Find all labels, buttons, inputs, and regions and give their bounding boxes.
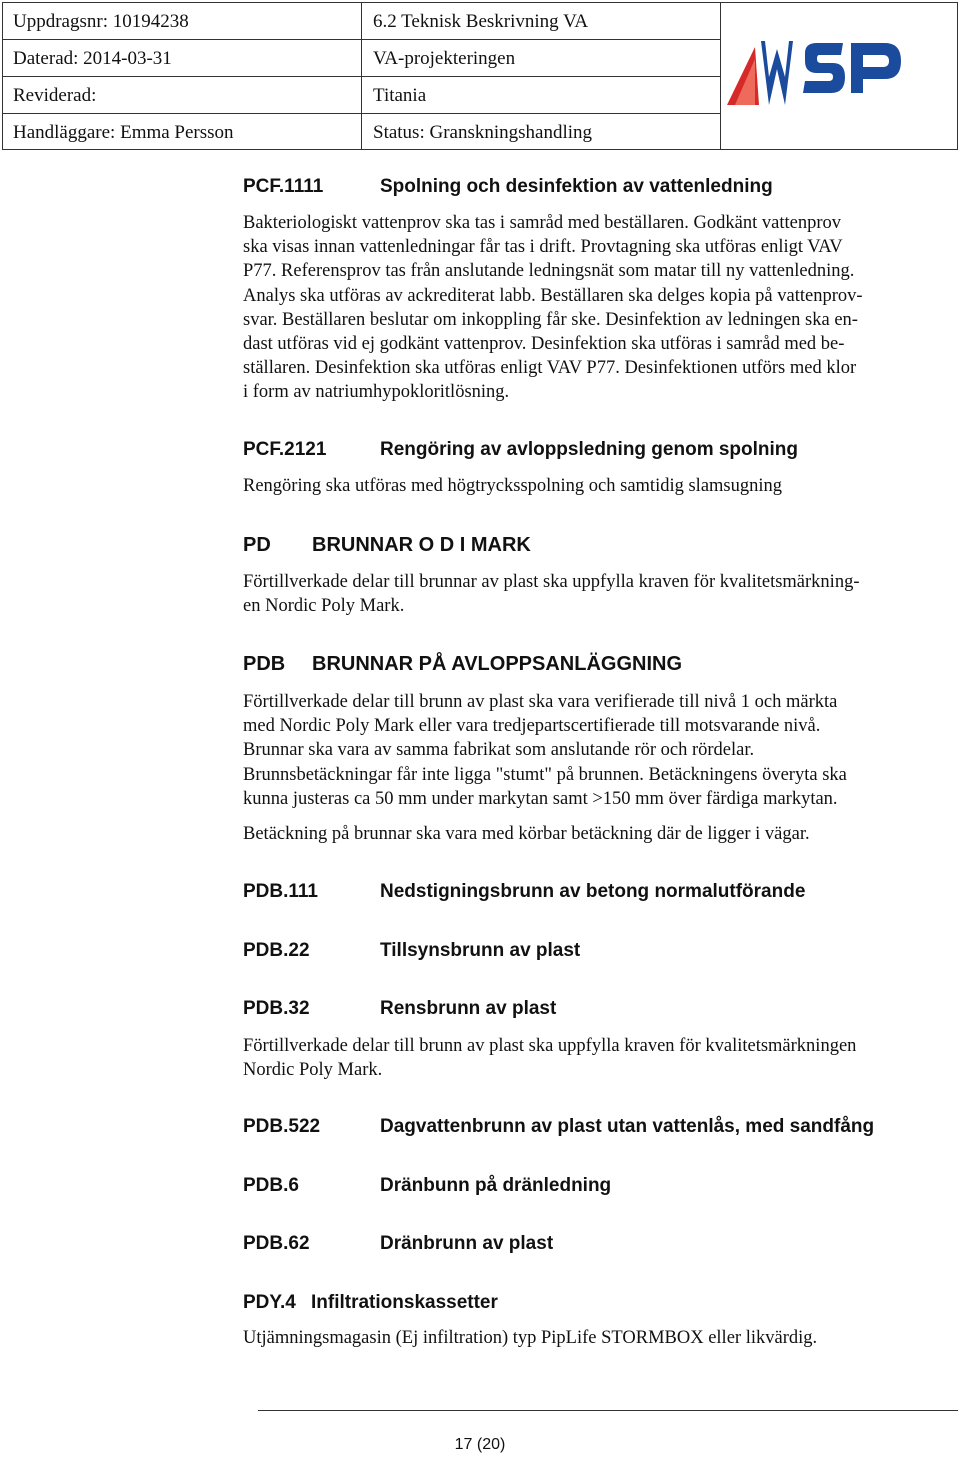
section-code: PDB.32: [243, 998, 310, 1019]
section-title: Dränbunn på dränledning: [380, 1175, 612, 1196]
handler: Handläggare: Emma Persson: [13, 122, 234, 143]
section-body: Bakteriologiskt vattenprov ska tas i samråd med beställaren. Godkänt vattenprov ska visas innan vattenledningar får tas i drift. Provtagning ska utföras enligt VAV P77. Referensprov tas från anslutande ledningsnät som matar till ny vattenledning. Analys ska utföras av ackrediterat labb. Beställaren ska delges kopia på vattenprov- svar. Beställaren beslutar om inkoppling får ske. Desinfektion av ledningen ska en- dast utföras vid ej godkänt vattenprov. Desinfektion ska utföras i samråd med be- ställaren. Desinfektion ska utföras enligt VAV P77. Desinfektionen utförs med klor i form av natriumhypokloritlösning.: [243, 213, 863, 403]
section-title: BRUNNAR O D I MARK: [312, 534, 531, 556]
section-code: PDB.111: [243, 881, 318, 902]
page-number: 17 (20): [454, 1436, 506, 1453]
project-name: VA-projekteringen: [373, 48, 516, 69]
header-row-line: [3, 39, 720, 40]
section-body-note: Betäckning på brunnar ska vara med körbar betäckning där de ligger i vägar.: [243, 824, 810, 844]
section-title: Rengöring av avloppsledning genom spolning: [380, 439, 799, 460]
header-divider: [720, 3, 721, 149]
section-body: Rengöring ska utföras med högtrycksspolning och samtidig slamsugning: [243, 476, 783, 496]
section-title: Infiltrationskassetter: [311, 1292, 498, 1313]
section-code: PDY.4: [243, 1292, 296, 1313]
section-title: Spolning och desinfektion av vattenledning: [380, 176, 773, 197]
doc-title: 6.2 Teknisk Beskrivning VA: [373, 11, 589, 32]
section-title: Nedstigningsbrunn av betong normalutförande: [380, 881, 806, 902]
footer-divider: [258, 1410, 958, 1411]
section-code: PD: [243, 534, 271, 556]
section-code: PDB.62: [243, 1233, 310, 1254]
header-row-line: [3, 76, 720, 77]
document-header: [2, 2, 958, 150]
site-name: Titania: [373, 85, 427, 106]
section-body: Förtillverkade delar till brunn av plast ska vara verifierade till nivå 1 och märkta med Nordic Poly Mark eller vara tredjepartscertifierade till motsvarande nivå. Brunnar ska vara av samma fabrikat som anslutande rör och rördelar. Brunnsbetäckningar får inte ligga "stumt" på brunnen. Betäckningens överyta ska kunna justeras ca 50 mm under markytan samt >150 mm över färdiga markytan.: [243, 692, 847, 809]
project-number: Uppdragsnr: 10194238: [13, 11, 189, 32]
section-code: PDB.22: [243, 940, 310, 961]
dated: Daterad: 2014-03-31: [13, 48, 172, 69]
section-title: BRUNNAR PÅ AVLOPPSANLÄGGNING: [312, 653, 683, 675]
section-title: Tillsynsbrunn av plast: [380, 940, 581, 961]
section-title: Dagvattenbrunn av plast utan vattenlås, med sandfång: [380, 1116, 875, 1137]
section-code: PDB.522: [243, 1116, 321, 1137]
wsp-logo: [725, 39, 925, 111]
section-body: Utjämningsmagasin (Ej infiltration) typ PipLife STORMBOX eller likvärdig.: [243, 1328, 818, 1348]
status: Status: Granskningshandling: [373, 122, 593, 143]
section-code: PCF.2121: [243, 439, 327, 460]
section-title: Rensbrunn av plast: [380, 998, 557, 1019]
section-body: Förtillverkade delar till brunn av plast ska uppfylla kraven för kvalitetsmärkningen Nordic Poly Mark.: [243, 1036, 857, 1081]
section-title: Dränbrunn av plast: [380, 1233, 554, 1254]
section-code: PCF.1111: [243, 176, 324, 197]
revised: Reviderad:: [13, 85, 97, 106]
section-body: Förtillverkade delar till brunnar av plast ska uppfylla kraven för kvalitetsmärkning- en Nordic Poly Mark.: [243, 572, 860, 617]
section-code: PDB: [243, 653, 286, 675]
section-code: PDB.6: [243, 1175, 299, 1196]
header-row-line: [3, 113, 720, 114]
